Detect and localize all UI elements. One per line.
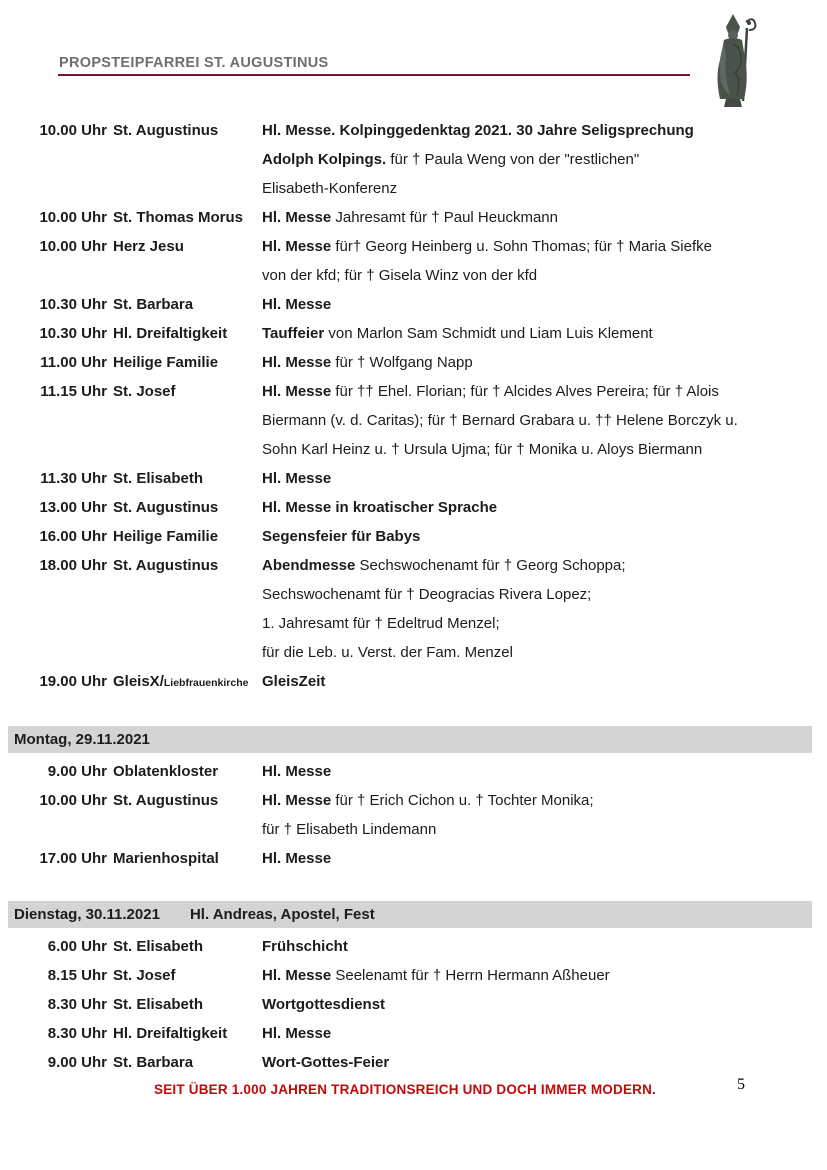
row-description — [262, 290, 820, 319]
description-line: Adolph Kolpings. für † Paula Weng von der "restlichen" — [262, 151, 640, 168]
description-line: Elisabeth-Konferenz — [262, 180, 398, 197]
row-description — [262, 932, 820, 961]
row-description — [262, 1019, 820, 1048]
description-line: Tauffeier von Marlon Sam Schmidt und Liam Luis Klement — [262, 325, 653, 342]
row-time: 11.00 Uhr — [40, 354, 107, 371]
description-line: Hl. Messe für† Georg Heinberg u. Sohn Thomas; für † Maria Siefke — [262, 238, 712, 255]
schedule-row — [0, 290, 820, 319]
schedule-row — [0, 990, 820, 1019]
footer-motto: SEIT ÜBER 1.000 JAHREN TRADITIONSREICH UND DOCH IMMER MODERN. — [154, 1082, 656, 1097]
description-line: Hl. Messe. Kolpinggedenktag 2021. 30 Jahre Seligsprechung — [262, 122, 694, 139]
row-description — [262, 493, 820, 522]
row-location: St. Elisabeth — [113, 938, 204, 955]
row-location: Herz Jesu — [113, 238, 184, 255]
description-line: 1. Jahresamt für † Edeltrud Menzel; — [262, 615, 500, 632]
description-line: Sechswochenamt für † Deogracias Rivera Lopez; — [262, 586, 592, 603]
description-line: Hl. Messe — [262, 296, 332, 313]
row-description — [262, 757, 820, 786]
description-line: Biermann (v. d. Caritas); für † Bernard Grabara u. †† Helene Borczyk u. — [262, 412, 738, 429]
row-description — [262, 232, 820, 290]
row-time: 10.30 Uhr — [39, 296, 107, 313]
row-location: St. Barbara — [113, 296, 194, 313]
row-description — [262, 464, 820, 493]
row-description — [262, 116, 820, 203]
description-line: für die Leb. u. Verst. der Fam. Menzel — [262, 644, 513, 661]
description-line: Hl. Messe für † Erich Cichon u. † Tochter Monika; — [262, 792, 594, 809]
schedule-row — [0, 232, 820, 290]
schedule-row — [0, 786, 820, 844]
row-time: 10.00 Uhr — [39, 238, 107, 255]
row-time: 10.00 Uhr — [39, 792, 107, 809]
description-line: Abendmesse Sechswochenamt für † Georg Schoppa; — [262, 557, 626, 574]
row-time: 13.00 Uhr — [39, 499, 107, 516]
row-time: 10.00 Uhr — [39, 209, 107, 226]
description-line: Hl. Messe — [262, 1025, 332, 1042]
row-location-small: Liebfrauenkirche — [163, 677, 249, 689]
bishop-statue-icon — [702, 10, 764, 110]
schedule-row — [0, 932, 820, 961]
row-time: 17.00 Uhr — [39, 850, 107, 867]
schedule-row — [0, 667, 820, 698]
description-line: Wortgottesdienst — [262, 996, 386, 1013]
row-location: St. Josef — [113, 967, 176, 984]
row-description — [262, 522, 820, 551]
description-line: GleisZeit — [262, 673, 326, 690]
day-banner-date: Dienstag, 30.11.2021 — [14, 906, 160, 923]
description-line: Wort-Gottes-Feier — [262, 1054, 390, 1071]
description-line: Hl. Messe für †† Ehel. Florian; für † Alcides Alves Pereira; für † Alois — [262, 383, 719, 400]
schedule-row — [0, 203, 820, 232]
row-time: 8.15 Uhr — [47, 967, 107, 984]
schedule-row — [0, 551, 820, 667]
description-line: Hl. Messe — [262, 850, 332, 867]
row-location: St. Josef — [113, 383, 176, 400]
row-location: Heilige Familie — [113, 354, 219, 371]
day-banner-feast: Hl. Andreas, Apostel, Fest — [189, 906, 375, 923]
row-description — [262, 319, 820, 348]
row-time: 16.00 Uhr — [39, 528, 107, 545]
row-location: Heilige Familie — [113, 528, 219, 545]
description-line: von der kfd; für † Gisela Winz von der kfd — [262, 267, 538, 284]
schedule-row — [0, 1048, 820, 1077]
description-line: Hl. Messe in kroatischer Sprache — [262, 499, 498, 516]
row-time: 6.00 Uhr — [47, 938, 107, 955]
row-location: St. Augustinus — [113, 792, 219, 809]
row-time: 18.00 Uhr — [39, 557, 107, 574]
schedule-row — [0, 319, 820, 348]
row-description — [262, 551, 820, 667]
row-description — [262, 348, 820, 377]
day-banner — [8, 901, 812, 928]
row-location: St. Barbara — [113, 1054, 194, 1071]
schedule-row — [0, 116, 820, 203]
row-time: 10.00 Uhr — [39, 122, 107, 139]
schedule-row — [0, 1019, 820, 1048]
row-location: St. Thomas Morus — [113, 209, 244, 226]
description-line: Frühschicht — [262, 938, 348, 955]
schedule — [0, 116, 820, 1077]
row-description — [262, 1048, 820, 1077]
row-location: Oblatenkloster — [113, 763, 219, 780]
description-line: Sohn Karl Heinz u. † Ursula Ujma; für † Monika u. Aloys Biermann — [262, 441, 703, 458]
row-location: GleisX/Liebfrauenkirche — [113, 673, 249, 690]
row-time: 8.30 Uhr — [47, 1025, 107, 1042]
row-description — [262, 377, 820, 464]
row-time: 9.00 Uhr — [47, 763, 107, 780]
day-banner — [8, 726, 812, 753]
description-line: für † Elisabeth Lindemann — [262, 821, 437, 838]
schedule-row — [0, 464, 820, 493]
row-time: 11.30 Uhr — [40, 470, 107, 487]
row-description — [262, 786, 820, 844]
day-banner-date: Montag, 29.11.2021 — [14, 731, 150, 748]
row-location: St. Elisabeth — [113, 996, 204, 1013]
row-location: Hl. Dreifaltigkeit — [113, 1025, 228, 1042]
description-line: Hl. Messe Jahresamt für † Paul Heuckmann — [262, 209, 558, 226]
row-time: 11.15 Uhr — [40, 383, 107, 400]
row-location: Hl. Dreifaltigkeit — [113, 325, 228, 342]
schedule-row — [0, 757, 820, 786]
row-location: St. Elisabeth — [113, 470, 204, 487]
schedule-row — [0, 961, 820, 990]
row-description — [262, 667, 820, 698]
row-description — [262, 990, 820, 1019]
row-time: 9.00 Uhr — [47, 1054, 107, 1071]
description-line: Segensfeier für Babys — [262, 528, 421, 545]
row-location: St. Augustinus — [113, 557, 219, 574]
page-number: 5 — [737, 1076, 745, 1093]
title-underline — [58, 74, 690, 76]
schedule-row — [0, 844, 820, 873]
row-description — [262, 961, 820, 990]
row-location: St. Augustinus — [113, 122, 219, 139]
schedule-row — [0, 348, 820, 377]
description-line: Hl. Messe für † Wolfgang Napp — [262, 354, 473, 371]
description-line: Hl. Messe — [262, 763, 332, 780]
row-location: Marienhospital — [113, 850, 219, 867]
row-description — [262, 203, 820, 232]
row-description — [262, 844, 820, 873]
page-title: PROPSTEIPFARREI ST. AUGUSTINUS — [59, 55, 329, 71]
description-line: Hl. Messe Seelenamt für † Herrn Hermann Aßheuer — [262, 967, 610, 984]
schedule-row — [0, 493, 820, 522]
row-location: St. Augustinus — [113, 499, 219, 516]
row-time: 19.00 Uhr — [39, 673, 107, 690]
row-time: 10.30 Uhr — [39, 325, 107, 342]
schedule-row — [0, 377, 820, 464]
schedule-row — [0, 522, 820, 551]
description-line: Hl. Messe — [262, 470, 332, 487]
row-time: 8.30 Uhr — [47, 996, 107, 1013]
